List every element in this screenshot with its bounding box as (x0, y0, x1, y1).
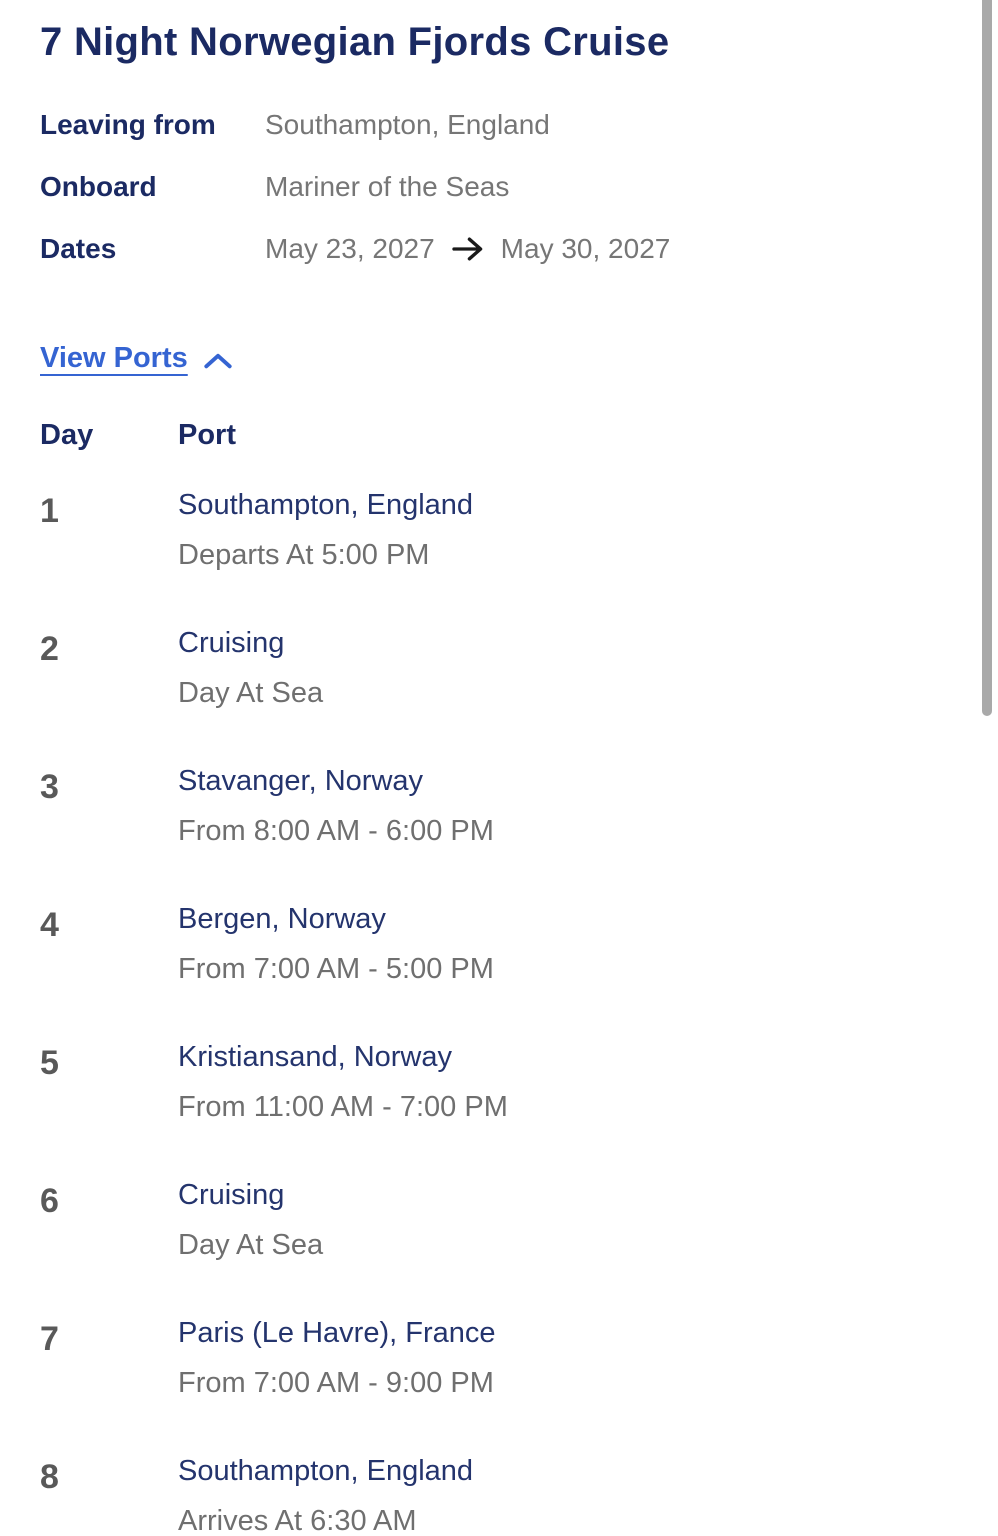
detail-row-leaving-from (40, 108, 958, 142)
date-to: May 30, 2027 (500, 233, 671, 264)
table-row (40, 756, 958, 856)
table-row (40, 618, 958, 718)
port-schedule: Day At Sea (178, 1229, 324, 1261)
port-schedule: From 11:00 AM - 7:00 PM (178, 1091, 508, 1123)
day-number: 7 (40, 1320, 59, 1358)
date-from: May 23, 2027 (265, 233, 435, 264)
detail-row-dates (40, 232, 958, 266)
port-name: Cruising (178, 1179, 285, 1211)
column-header-port: Port (178, 419, 236, 451)
onboard-label: Onboard (40, 171, 157, 202)
detail-row-onboard (40, 170, 958, 204)
day-number: 5 (40, 1044, 59, 1082)
port-schedule: From 8:00 AM - 6:00 PM (178, 815, 494, 847)
day-number: 6 (40, 1182, 59, 1220)
port-schedule: Day At Sea (178, 677, 324, 709)
dates-value (265, 232, 670, 266)
port-name: Paris (Le Havre), France (178, 1317, 496, 1349)
view-ports-toggle[interactable] (40, 340, 232, 376)
day-number: 2 (40, 630, 59, 668)
dates-label: Dates (40, 233, 117, 264)
port-name: Southampton, England (178, 489, 474, 521)
port-name: Stavanger, Norway (178, 765, 424, 797)
day-number: 1 (40, 492, 59, 530)
table-row (40, 480, 958, 580)
port-schedule: Arrives At 6:30 AM (178, 1505, 417, 1536)
leaving-from-value: Southampton, England (265, 109, 550, 140)
port-name: Southampton, England (178, 1455, 474, 1487)
arrow-right-icon (451, 235, 485, 263)
day-number: 3 (40, 768, 59, 806)
trip-details (40, 108, 958, 266)
day-number: 4 (40, 906, 59, 944)
view-ports-label: View Ports (40, 342, 188, 374)
table-row (40, 1446, 958, 1536)
page-title: 7 Night Norwegian Fjords Cruise (40, 20, 670, 64)
port-name: Cruising (178, 627, 285, 659)
chevron-up-icon (204, 348, 232, 369)
leaving-from-label: Leaving from (40, 109, 216, 140)
port-name: Kristiansand, Norway (178, 1041, 452, 1073)
column-header-day: Day (40, 419, 94, 451)
table-row (40, 1170, 958, 1270)
port-schedule: From 7:00 AM - 5:00 PM (178, 953, 494, 985)
table-row (40, 1308, 958, 1408)
day-number: 8 (40, 1458, 59, 1496)
port-name: Bergen, Norway (178, 903, 386, 935)
itinerary-header-row (40, 418, 958, 452)
table-row (40, 1032, 958, 1132)
scrollbar-thumb[interactable] (982, 0, 992, 716)
port-schedule: Departs At 5:00 PM (178, 539, 430, 571)
table-row (40, 894, 958, 994)
onboard-value: Mariner of the Seas (265, 171, 510, 202)
itinerary-table (40, 418, 958, 1536)
port-schedule: From 7:00 AM - 9:00 PM (178, 1367, 494, 1399)
